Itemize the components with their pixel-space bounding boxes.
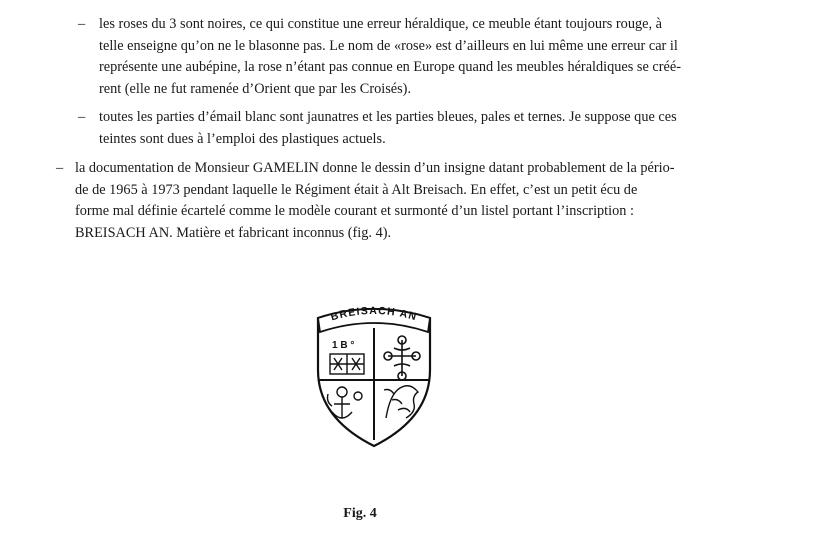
text-line: toutes les parties d’émail blanc sont jaunatres et les parties bleues, pales et ternes. Je suppose que ces — [99, 109, 677, 125]
quarter-1-text: 1 B ° — [332, 340, 355, 351]
text-line: teintes sont dues à l’emploi des plastiques actuels. — [99, 130, 386, 147]
text-line: de de 1965 à 1973 pendant laquelle le Régiment était à Alt Breisach. En effet, c’est un petit écu de — [75, 181, 638, 198]
text-line: rent (elle ne fut ramenée d’Orient que par les Croisés). — [99, 80, 412, 97]
text-line: forme mal définie écartelé comme le modèle courant et surmonté d’un listel portant l’inscription : — [75, 203, 634, 219]
text-line: BREISACH AN. Matière et fabricant inconnus (fig. 4). — [75, 224, 392, 241]
list-dash: – — [56, 160, 64, 176]
text-line: les roses du 3 sont noires, ce qui constitue une erreur héraldique, ce meuble étant toujours rouge, à — [99, 16, 662, 32]
figure-caption: Fig. 4 — [343, 506, 377, 521]
text-line: représente une aubépine, la rose n’étant pas connue en Europe quand les meubles héraldiques se créé- — [99, 59, 681, 75]
insignia-figure — [314, 300, 434, 450]
insignia-shield-drawing — [314, 300, 434, 450]
text-line: la documentation de Monsieur GAMELIN donne le dessin d’un insigne datant probablement de la pério- — [75, 160, 675, 176]
list-dash: – — [78, 16, 86, 32]
list-dash: – — [78, 109, 86, 125]
text-line: telle enseigne qu’on ne le blasonne pas. Le nom de «rose» est d’ailleurs en lui même une erreur car il — [99, 37, 678, 54]
banner-text-path: BREISACH AN — [329, 304, 419, 324]
